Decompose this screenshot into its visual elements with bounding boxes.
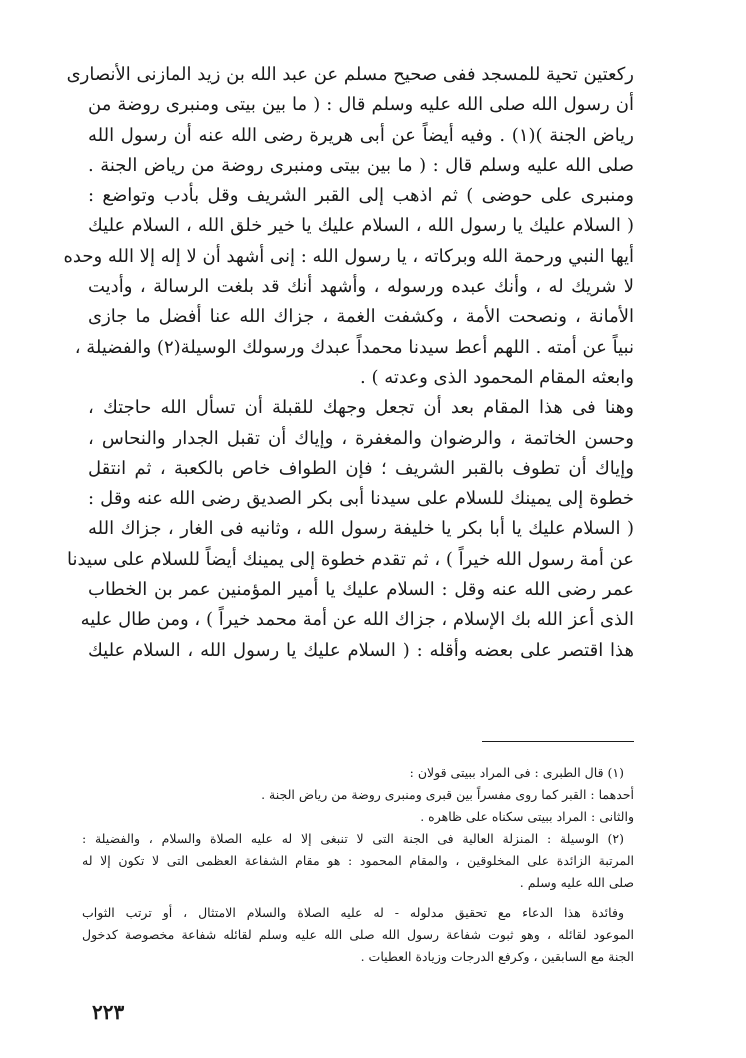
footnote-line: الموعود لقائله ، وهو ثبوت شفاعة رسول الله صلى الله عليه وسلم لقائله شفاعة مخصوصة كدخول [82,927,634,942]
footnote-divider [482,741,634,742]
main-text [63,60,634,666]
text-line: لا شريك له ، وأنك عبده ورسوله ، وأشهد أنك قد بلغت الرسالة ، وأديت [88,276,634,298]
footnote-line: أحدهما : القبر كما روى مفسراً بين قبرى ومنبرى روضة من رياض الجنة . [261,787,634,802]
text-line: ( السلام عليك يا رسول الله ، السلام عليك يا خير خلق الله ، السلام عليك [88,215,634,237]
footnote-line: (١) قال الطبرى : فى المراد ببيتى قولان : [409,765,624,780]
text-line: صلى الله عليه وسلم قال : ( ما بين بيتى ومنبرى روضة من رياض الجنة . [88,154,634,176]
text-line: نبياً عن أمته . اللهم أعط سيدنا محمداً عبدك ورسولك الوسيلة(٢) والفضيلة ، [74,336,634,358]
text-line: عن أمة رسول الله خيراً ) ، ثم تقدم خطوة إلى يمينك أيضاً للسلام على سيدنا [66,548,634,570]
footnote-line: والثانى : المراد ببيتى سكناه على ظاهره . [420,809,634,824]
text-line: رياض الجنة )(١) . وفيه أيضاً عن أبى هريرة رضى الله عنه أن رسول الله [88,124,634,146]
text-line: عمر رضى الله عنه وقل : السلام عليك يا أمير المؤمنين عمر بن الخطاب [88,579,634,601]
footnote-line: صلى الله عليه وسلم . [519,875,634,890]
text-line: وحسن الخاتمة ، والرضوان والمغفرة ، وإياك أن تقبل الجدار والنحاس ، [88,427,634,449]
text-line: وهنا فى هذا المقام بعد أن تجعل وجهك للقبلة أن تسأل الله حاجتك ، [88,397,634,419]
text-line: أن رسول الله صلى الله عليه وسلم قال : ( ما بين بيتى ومنبرى روضة من [88,94,634,116]
text-line: الأمانة ، ونصحت الأمة ، وكشفت الغمة ، جزاك الله عنا أفضل ما جازى [88,306,634,328]
text-line: خطوة إلى يمينك للسلام على سيدنا أبى بكر الصديق رضى الله عنه وقل : [88,488,634,510]
page-number: ٢٢٣ [92,1000,125,1024]
footnote-line: (٢) الوسيلة : المنزلة العالية فى الجنة التى لا تنبغى إلا له عليه الصلاة والسلام ، والفضيلة : [82,831,624,846]
footnotes [82,762,634,968]
text-line: الذى أعز الله بك الإسلام ، جزاك الله عن أمة محمد خيراً ) ، ومن طال عليه [80,609,634,631]
footnote-line: وفائدة هذا الدعاء مع تحقيق مدلوله - له عليه الصلاة والسلام الامتثال ، أو ترتب الثواب [82,905,624,920]
text-line: هذا اقتصر على بعضه وأقله : ( السلام عليك يا رسول الله ، السلام عليك [88,639,634,661]
footnote-line: الجنة مع السابقين ، وكرفع الدرجات وزيادة العطيات . [360,949,634,964]
text-line: ومنبرى على حوضى ) ثم اذهب إلى القبر الشريف وقل بأدب وتواضع : [88,185,634,207]
text-line: ركعتين تحية للمسجد ففى صحيح مسلم عن عبد الله بن زيد المازنى الأنصارى [66,64,634,85]
footnote-line: المرتبة الزائدة على المخلوقين ، والمقام المحمود : هو مقام الشفاعة العظمى التى لا تكون إلا له [82,853,634,868]
text-line: ( السلام عليك يا أبا بكر يا خليفة رسول الله ، وثانيه فى الغار ، جزاك الله [88,518,634,540]
text-line: وابعثه المقام المحمود الذى وعدته ) . [360,366,634,388]
text-line: وإياك أن تطوف بالقبر الشريف ؛ فإن الطواف خاص بالكعبة ، ثم انتقل [88,457,634,479]
text-line: أيها النبي ورحمة الله وبركاته ، يا رسول الله : إنى أشهد أن لا إله إلا الله وحده [63,245,634,267]
